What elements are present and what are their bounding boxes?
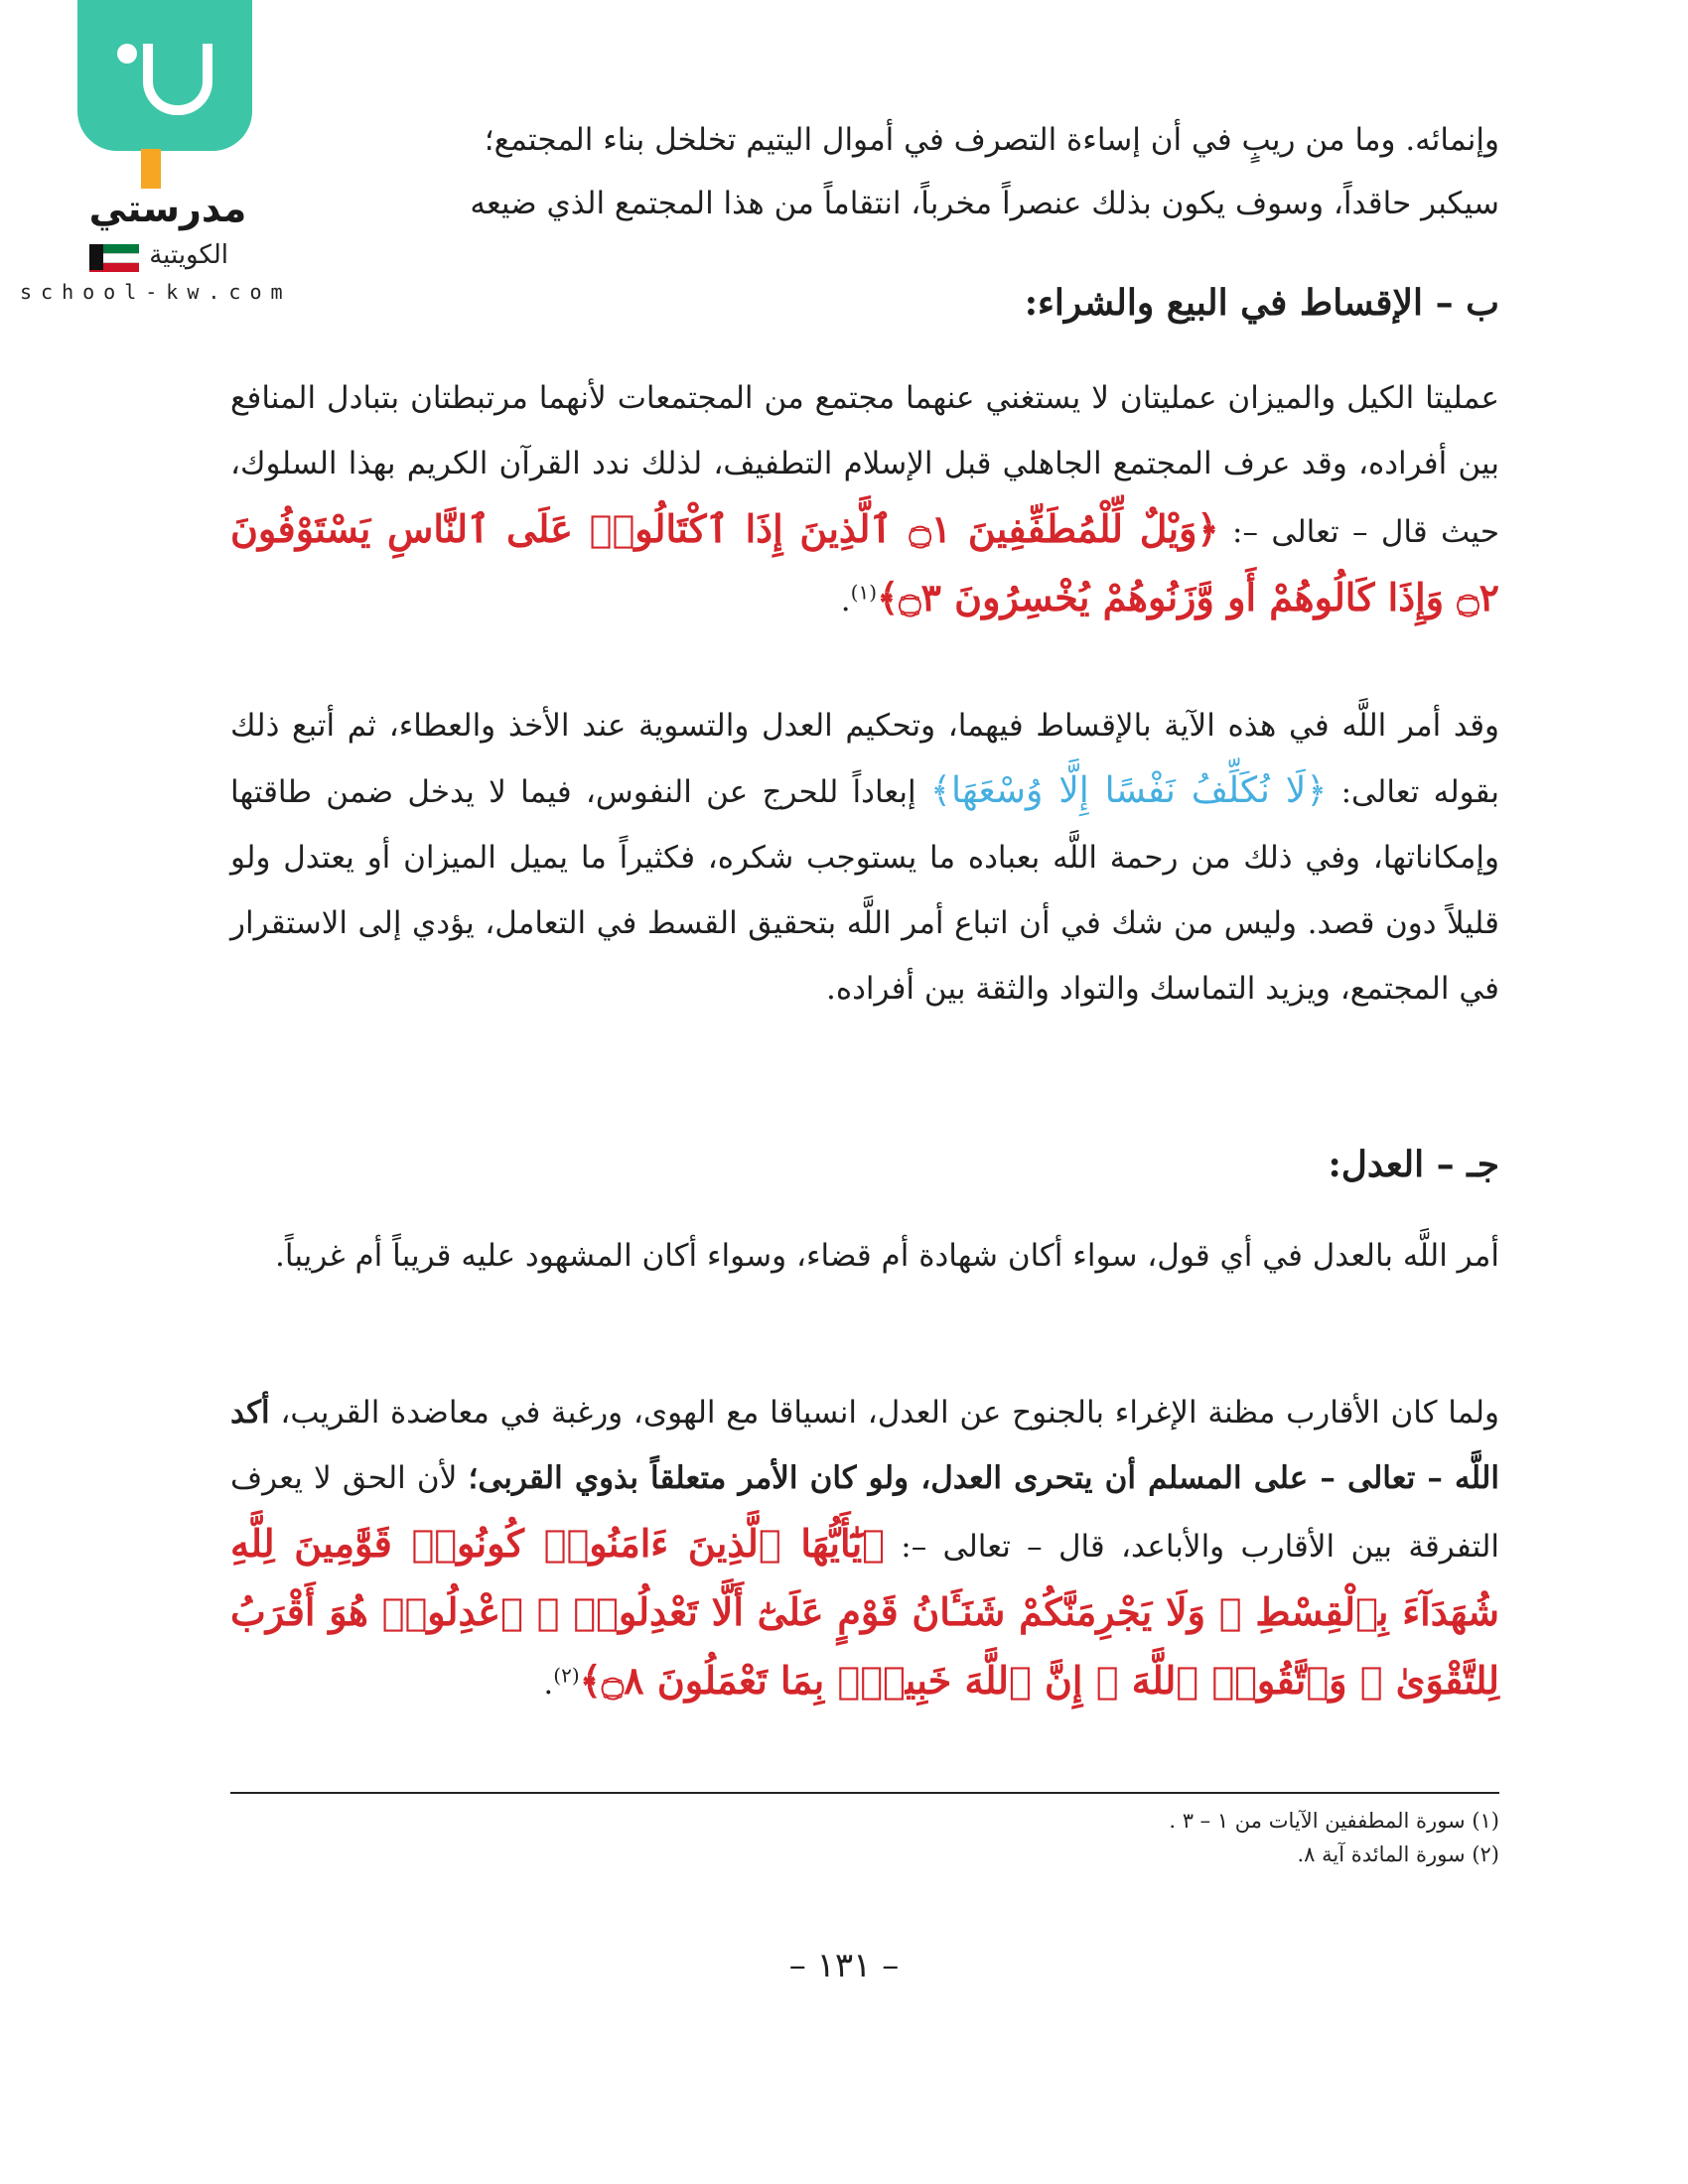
section-b-paragraph-2 <box>230 693 1499 1022</box>
quran-verse: ﴿يَٰٓأَيُّهَا ٱلَّذِينَ ءَامَنُوا۟ كُونُوا۟ قَوَّٰمِينَ لِلَّهِ شُهَدَآءَ بِٱلْقِسْطِ ۖ وَلَا يَجْرِمَنَّكُمْ شَنَـَٔانُ قَوْمٍ عَلَىٰٓ أَلَّا تَعْدِلُوا۟ ۚ ٱعْدِلُوا۟ هُوَ أَقْرَبُ لِلتَّقْوَىٰ ۖ وَٱتَّقُوا۟ ٱللَّهَ ۚ إِنَّ ٱللَّهَ خَبِيرٌۢ بِمَا تَعْمَلُونَ ۝٨﴾ <box>230 1521 1499 1703</box>
paragraph-text: ولما كان الأقارب مظنة الإغراء بالجنوح عن العدل، انسياقا مع الهوى، ورغبة في معاضدة القريب، <box>269 1395 1499 1431</box>
paragraph-text: لأن الحق لا يعرف التفرقة بين الأقارب والأباعد، قال – تعالى –: <box>230 1460 1499 1565</box>
paragraph-text-bold: أكد اللَّه – تعالى – على المسلم أن يتحرى العدل، ولو كان الأمر متعلقاً بذوي القربى؛ <box>230 1395 1499 1496</box>
logo-smile <box>143 44 212 115</box>
footnote-1: (١) سورة المطففين الآيات من ١ – ٣ . <box>1169 1809 1499 1833</box>
page-number: – ١٣١ – <box>788 1946 900 1985</box>
quran-verse: ﴿وَيْلٌ لِّلْمُطَفِّفِينَ ۝١ ٱلَّذِينَ إِذَا ٱكْتَالُوا۟ عَلَى ٱلنَّاسِ يَسْتَوْفُونَ ۝٢ وَإِذَا كَالُوهُمْ أَو وَّزَنُوهُمْ يُخْسِرُونَ ۝٣﴾ <box>230 506 1499 619</box>
site-logo[interactable] <box>20 0 308 304</box>
sentence-end: . <box>840 583 851 618</box>
bookmark-ribbon-icon <box>141 149 161 189</box>
sentence-end: . <box>543 1666 554 1702</box>
section-c-paragraph-1: أمر اللَّه بالعدل في أي قول، سواء أكان شهادة أم قضاء، وسواء أكان المشهود عليه قريباً أم غريباً. <box>275 1238 1499 1274</box>
footnote-2: (٢) سورة المائدة آية ٨. <box>1297 1843 1499 1866</box>
logo-name: مدرستي <box>88 187 247 230</box>
section-b-paragraph-1 <box>230 365 1499 633</box>
intro-line-2: سيكبر حاقداً، وسوف يكون بذلك عنصراً مخرباً، انتقاماً من هذا المجتمع الذي ضيعه <box>470 186 1499 221</box>
paragraph-text: عمليتا الكيل والميزان عمليتان لا يستغني عنهما مجتمع من المجتمعات لأنهما مرتبطتان بتبادل المنافع بين أفراده، وقد عرف المجتمع الجاهلي قبل الإسلام التطفيف، لذلك ندد القرآن الكريم بهذا السلوك، حيث قال – تعالى –: <box>230 380 1499 550</box>
quran-verse: ﴿لَا نُكَلِّفُ نَفْسًا إِلَّا وُسْعَهَا﴾ <box>929 770 1328 811</box>
paragraph-text: وقد أمر اللَّه في هذه الآية بالإقساط فيهما، وتحكيم العدل والتسوية عند الأخذ والعطاء، ثم أتبع ذلك بقوله تعالى: <box>230 708 1499 810</box>
logo-url: school-kw.com <box>20 280 292 304</box>
footnote-divider <box>230 1792 1499 1794</box>
footnote-ref-1[interactable]: (١) <box>850 580 877 605</box>
logo-subtitle: الكويتية <box>149 240 228 270</box>
smiley-book-logo-icon <box>77 0 252 151</box>
intro-line-1: وإنمائه. وما من ريبٍ في أن إساءة التصرف في أموال اليتيم تخلخل بناء المجتمع؛ <box>484 122 1499 158</box>
paragraph-text: إبعاداً للحرج عن النفوس، فيما لا يدخل ضمن طاقتها وإمكاناتها، وفي ذلك من رحمة اللَّه بعباده ما يستوجب شكره، فكثيراً ما يميل الميزان أو يعتدل ولو قليلاً دون قصد. وليس من شك في أن اتباع أمر اللَّه بتحقيق القسط في التعامل، يؤدي إلى الاستقرار في المجتمع، ويزيد التماسك والتواد والثقة بين أفراده. <box>230 774 1499 1007</box>
footnote-ref-2[interactable]: (٢) <box>553 1663 580 1688</box>
logo-eye-left <box>117 44 137 64</box>
section-b-heading: ب – الإقساط في البيع والشراء: <box>1024 282 1499 324</box>
section-c-paragraph-2 <box>230 1380 1499 1716</box>
section-c-heading: جـ – العدل: <box>1328 1144 1499 1185</box>
